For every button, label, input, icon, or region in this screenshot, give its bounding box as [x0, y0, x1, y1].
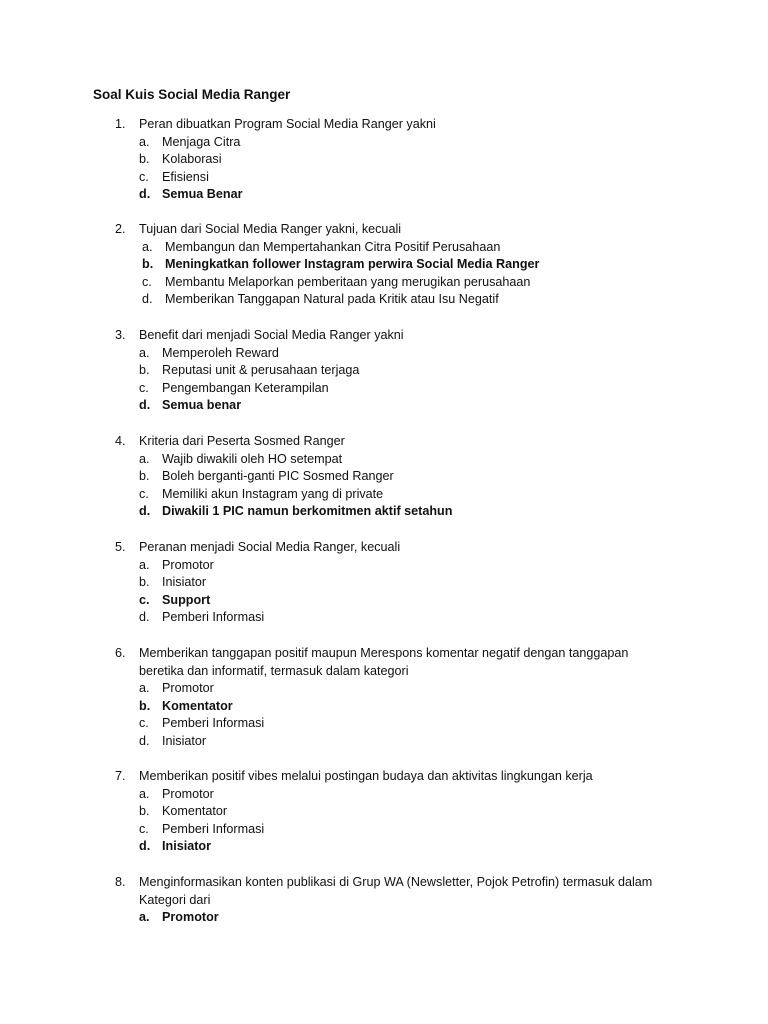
- option-letter: b.: [139, 469, 150, 484]
- question-number: 2.: [115, 222, 126, 236]
- option-letter: a.: [139, 786, 150, 801]
- answer-option: [0, 680, 768, 698]
- answer-option: [0, 451, 768, 469]
- question-line: [0, 327, 768, 345]
- answer-option: [0, 557, 768, 575]
- option-text: Membantu Melaporkan pemberitaan yang merugikan perusahaan: [165, 274, 531, 289]
- option-text: Pemberi Informasi: [162, 716, 265, 731]
- answer-option: [0, 134, 768, 152]
- document-title: Soal Kuis Social Media Ranger: [93, 87, 291, 102]
- option-text: Inisiator: [162, 839, 211, 854]
- option-letter: a.: [139, 557, 150, 572]
- question-text: Peran dibuatkan Program Social Media Ranger yakni: [139, 117, 436, 131]
- option-text: Komentator: [162, 804, 228, 819]
- answer-option-correct: [0, 838, 768, 856]
- option-text: Inisiator: [162, 575, 207, 590]
- answer-option: [0, 151, 768, 169]
- answer-option-correct: [0, 698, 768, 716]
- answer-option: [0, 274, 768, 292]
- answer-option: [0, 291, 768, 309]
- option-letter: c.: [142, 274, 152, 289]
- question-line: [0, 892, 768, 910]
- answer-option: [0, 239, 768, 257]
- answer-option-correct: [0, 256, 768, 274]
- option-text: Promotor: [162, 786, 214, 801]
- option-text: Efisiensi: [162, 169, 209, 184]
- question-number: 8.: [115, 875, 126, 889]
- option-text: Diwakili 1 PIC namun berkomitmen aktif setahun: [162, 504, 453, 519]
- question-item: [0, 539, 768, 627]
- option-letter: d.: [139, 187, 151, 202]
- option-letter: c.: [139, 380, 149, 395]
- question-item: [0, 768, 768, 856]
- option-letter: a.: [139, 681, 150, 696]
- question-text: Kategori dari: [139, 892, 211, 907]
- question-number: 4.: [115, 434, 126, 448]
- option-text: Support: [162, 592, 211, 607]
- answer-option: [0, 362, 768, 380]
- option-text: Semua Benar: [162, 187, 243, 202]
- answer-option: [0, 803, 768, 821]
- answer-option-correct: [0, 592, 768, 610]
- answer-option: [0, 468, 768, 486]
- option-text: Memiliki akun Instagram yang di private: [162, 486, 384, 501]
- question-number: 5.: [115, 540, 126, 554]
- answer-option-correct: [0, 397, 768, 415]
- answer-option: [0, 574, 768, 592]
- option-letter: c.: [139, 821, 149, 836]
- answer-option: [0, 609, 768, 627]
- option-letter: b.: [139, 152, 150, 167]
- answer-option: [0, 786, 768, 804]
- question-item: [0, 645, 768, 751]
- question-text: Kriteria dari Peserta Sosmed Ranger: [139, 434, 345, 448]
- option-letter: c.: [139, 716, 149, 731]
- option-letter: a.: [139, 134, 150, 149]
- answer-option-correct: [0, 909, 768, 927]
- question-text: Tujuan dari Social Media Ranger yakni, kecuali: [139, 222, 402, 236]
- question-number: 6.: [115, 646, 126, 660]
- answer-option: [0, 169, 768, 187]
- question-item: [0, 116, 768, 204]
- option-letter: a.: [139, 910, 150, 925]
- answer-option: [0, 380, 768, 398]
- question-line: [0, 116, 768, 134]
- option-text: Promotor: [162, 681, 214, 696]
- option-text: Kolaborasi: [162, 152, 222, 167]
- option-letter: d.: [142, 292, 153, 307]
- option-letter: b.: [142, 257, 154, 272]
- question-text: Memberikan positif vibes melalui postingan budaya dan aktivitas lingkungan kerja: [139, 769, 593, 783]
- option-text: Membangun dan Mempertahankan Citra Positif Perusahaan: [165, 239, 501, 254]
- option-letter: c.: [139, 592, 150, 607]
- option-text: Menjaga Citra: [162, 134, 241, 149]
- question-line: [0, 768, 768, 786]
- question-text: Memberikan tanggapan positif maupun Merespons komentar negatif dengan tanggapan: [139, 646, 629, 660]
- option-letter: b.: [139, 363, 150, 378]
- question-number: 7.: [115, 769, 126, 783]
- option-letter: a.: [139, 345, 150, 360]
- option-letter: d.: [139, 398, 151, 413]
- question-item: [0, 221, 768, 309]
- answer-option: [0, 715, 768, 733]
- question-item: [0, 433, 768, 521]
- option-text: Reputasi unit & perusahaan terjaga: [162, 363, 360, 378]
- answer-option-correct: [0, 503, 768, 521]
- option-text: Inisiator: [162, 733, 207, 748]
- question-line: [0, 645, 768, 663]
- option-text: Semua benar: [162, 398, 242, 413]
- question-line: [0, 433, 768, 451]
- option-letter: a.: [142, 239, 153, 254]
- option-letter: d.: [139, 610, 150, 625]
- option-text: Wajib diwakili oleh HO setempat: [162, 451, 343, 466]
- question-number: 1.: [115, 117, 126, 131]
- option-text: Memberikan Tanggapan Natural pada Kritik atau Isu Negatif: [165, 292, 499, 307]
- answer-option: [0, 821, 768, 839]
- option-text: Pengembangan Keterampilan: [162, 380, 329, 395]
- option-letter: c.: [139, 169, 149, 184]
- option-letter: c.: [139, 486, 149, 501]
- question-item: [0, 874, 768, 927]
- option-text: Pemberi Informasi: [162, 821, 265, 836]
- option-letter: a.: [139, 451, 150, 466]
- question-line: [0, 663, 768, 681]
- option-text: Memperoleh Reward: [162, 345, 279, 360]
- option-letter: b.: [139, 575, 150, 590]
- question-text: Benefit dari menjadi Social Media Ranger yakni: [139, 328, 404, 342]
- answer-option: [0, 345, 768, 363]
- answer-option-correct: [0, 186, 768, 204]
- option-text: Meningkatkan follower Instagram perwira Social Media Ranger: [165, 257, 540, 272]
- answer-option: [0, 486, 768, 504]
- option-text: Boleh berganti-ganti PIC Sosmed Ranger: [162, 469, 394, 484]
- option-letter: d.: [139, 839, 151, 854]
- option-text: Pemberi Informasi: [162, 610, 265, 625]
- option-text: Komentator: [162, 698, 233, 713]
- option-letter: b.: [139, 698, 151, 713]
- option-letter: d.: [139, 733, 150, 748]
- question-text: Menginformasikan konten publikasi di Grup WA (Newsletter, Pojok Petrofin) termasuk dalam: [139, 875, 653, 889]
- option-letter: b.: [139, 804, 150, 819]
- answer-option: [0, 733, 768, 751]
- option-text: Promotor: [162, 910, 219, 925]
- option-letter: d.: [139, 504, 151, 519]
- option-text: Promotor: [162, 557, 214, 572]
- question-line: [0, 539, 768, 557]
- question-number: 3.: [115, 328, 126, 342]
- question-text: Peranan menjadi Social Media Ranger, kecuali: [139, 540, 401, 554]
- question-text: beretika dan informatif, termasuk dalam kategori: [139, 663, 409, 678]
- question-item: [0, 327, 768, 415]
- question-line: [0, 221, 768, 239]
- question-line: [0, 874, 768, 892]
